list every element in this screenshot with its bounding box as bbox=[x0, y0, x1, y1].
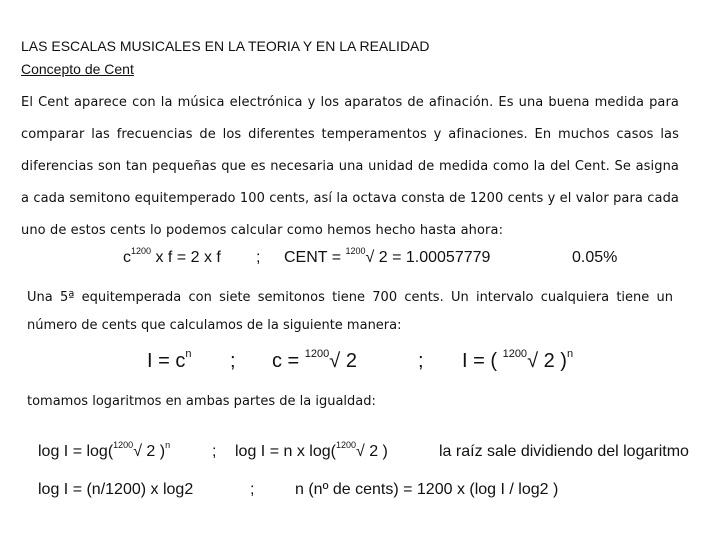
formula-separator: ; bbox=[212, 443, 217, 460]
formula-cent-value: CENT = $^{1200}$√ 2 = 1.00057779 bbox=[284, 246, 491, 266]
formula-separator: ; bbox=[256, 249, 261, 266]
formula-c-root: c = $^{1200}$√ 2 bbox=[272, 348, 357, 372]
paragraph-logarithms: tomamos logaritmos en ambas partes de la igualdad: bbox=[27, 394, 376, 409]
formula-note: la raíz sale dividiendo del logaritmo bbox=[439, 443, 689, 460]
formula-log-b: log I = n x log($^{1200}$√ 2 ) bbox=[235, 440, 388, 460]
paragraph-interval: Una 5ª equitemperada con siete semitonos tiene 700 cents. Un intervalo cualquiera tiene un número de cents que calculamos de la siguiente manera: bbox=[27, 290, 673, 333]
formula-interval-power: $I = c^n$ bbox=[147, 348, 192, 372]
formula-log-d: n (nº de cents) = 1200 x (log I / log2 ) bbox=[295, 481, 559, 498]
paragraph-intro: El Cent aparece con la música electrónica y los aparatos de afinación. Es una buena medida para comparar las frecuencias de los diferentes temperamentos y afinaciones. En muchos casos las diferencias son tan pequeñas que es necesaria una unidad de medida como la del Cent. Se asigna a cada semitono equitemperado 100 cents, así la octava consta de 1200 cents y el valor para cada uno de estos cents lo podemos calcular como hemos hecho hasta ahora: bbox=[21, 95, 679, 238]
formula-log-a: log I = log($^{1200}$√ 2 )$^n$ bbox=[38, 440, 171, 460]
formula-log-c: log I = (n/1200) x log2 bbox=[38, 481, 194, 498]
formula-separator: ; bbox=[418, 350, 424, 372]
formula-separator: ; bbox=[230, 350, 236, 372]
section-subtitle: Concepto de Cent bbox=[21, 61, 134, 77]
formula-interval-root-power: I = ( $^{1200}$√ 2 )$^n$ bbox=[462, 348, 574, 372]
page-title: LAS ESCALAS MUSICALES EN LA TEORIA Y EN LA REALIDAD bbox=[21, 38, 430, 54]
formula-separator: ; bbox=[250, 481, 255, 498]
formula-cent-power: $c^{1200}$ x f = 2 x f bbox=[123, 246, 221, 266]
formula-cent-percent: 0.05% bbox=[572, 249, 618, 266]
